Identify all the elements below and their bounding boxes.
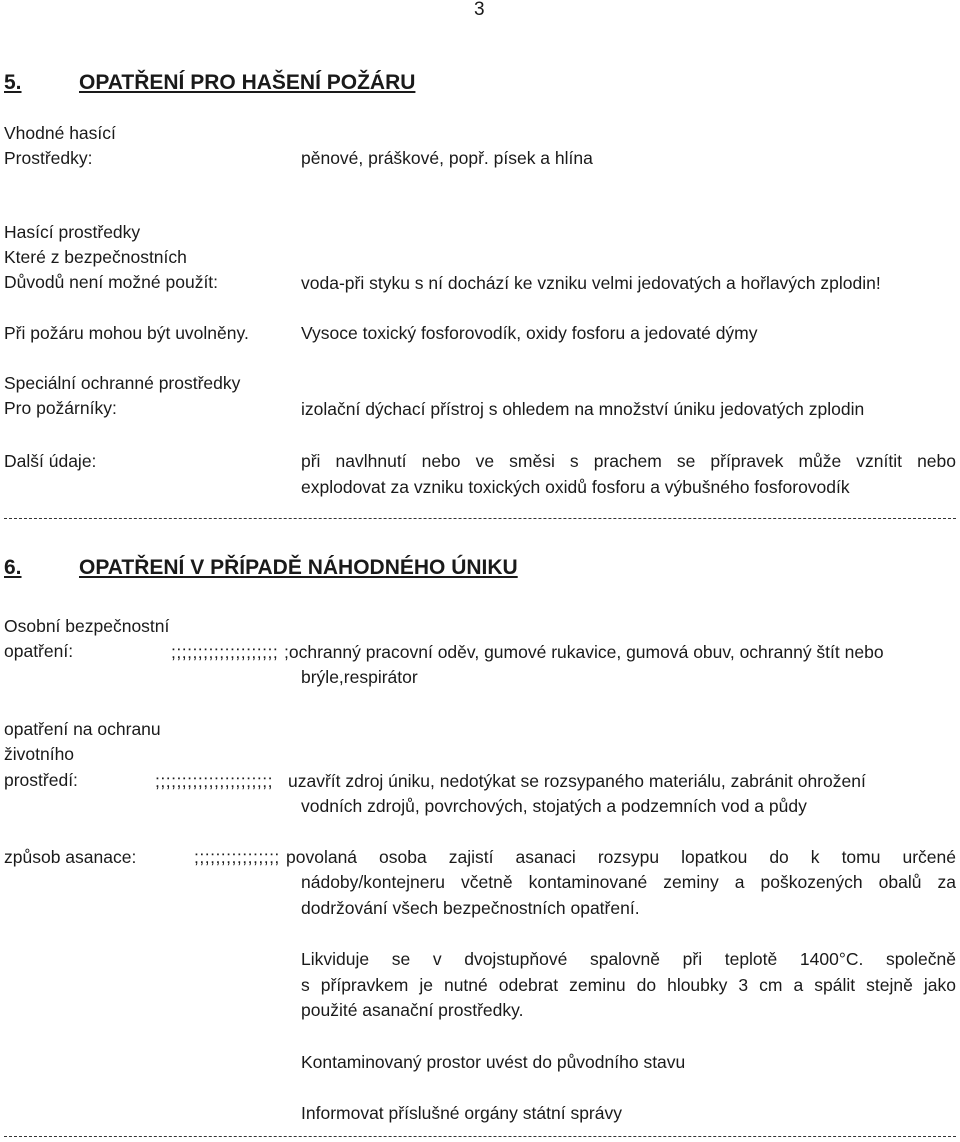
inform-authorities-instruction: Informovat příslušné orgány státní správy <box>301 1103 622 1123</box>
personal-precautions-value-line1: ;ochranný pracovní oděv, gumové rukavice, gumová obuv, ochranný štít nebo <box>284 642 884 662</box>
environmental-precautions-label-line1: opatření na ochranu <box>4 719 161 739</box>
section-5-number: 5. <box>4 71 22 94</box>
disposal-paragraph <box>301 947 956 1024</box>
section-5-title: OPATŘENÍ PRO HAŠENÍ POŽÁRU <box>79 71 416 94</box>
disposal-line-3: použité asanační prostředky. <box>301 1000 524 1020</box>
unsuitable-agents-label-line2: Které z bezpečnostních <box>4 247 187 267</box>
unsuitable-agents-value: voda-při styku s ní dochází ke vzniku velmi jedovatých a hořlavých zplodin! <box>301 273 881 293</box>
released-substances-value: Vysoce toxický fosforovodík, oxidy fosforu a jedovaté dýmy <box>301 323 758 343</box>
personal-precautions-separator: ;;;;;;;;;;;;;;;;;;;; <box>171 642 279 662</box>
personal-precautions-value-line2: brýle,respirátor <box>301 667 418 687</box>
cleanup-method-line-2: nádoby/kontejneru včetně kontaminované zeminy a poškozených obalů za <box>301 872 956 892</box>
section-divider <box>4 518 956 519</box>
other-info-label: Další údaje: <box>4 451 97 471</box>
section-6-number: 6. <box>4 556 22 579</box>
suitable-agents-value: pěnové, práškové, popř. písek a hlína <box>301 148 593 168</box>
cleanup-method-line-1: povolaná osoba zajistí asanaci rozsypu lopatkou do k tomu určené <box>286 847 956 867</box>
suitable-agents-label-line2: Prostředky: <box>4 148 93 168</box>
suitable-agents-label-line1: Vhodné hasící <box>4 123 116 143</box>
cleanup-method-value-rest <box>301 870 956 921</box>
personal-precautions-label-line1: Osobní bezpečnostní <box>4 616 170 636</box>
section-6-heading <box>4 556 518 580</box>
personal-precautions-label-line2: opatření: <box>4 641 74 661</box>
environmental-precautions-label-line3: prostředí: <box>4 770 78 790</box>
unsuitable-agents-label-line3: Důvodů není možné použít: <box>4 272 219 292</box>
disposal-line-1: Likviduje se v dvojstupňové spalovně při teplotě 1400°C. společně <box>301 949 956 969</box>
section-5-heading <box>4 71 415 95</box>
unsuitable-agents-label-line1: Hasící prostředky <box>4 222 141 242</box>
environmental-precautions-separator: ;;;;;;;;;;;;;;;;;;;;;; <box>155 771 273 791</box>
section-6-title: OPATŘENÍ V PŘÍPADĚ NÁHODNÉHO ÚNIKU <box>79 556 518 579</box>
page-number: 3 <box>474 0 485 20</box>
released-substances-label: Při požáru mohou být uvolněny. <box>4 323 249 343</box>
protective-equipment-label-line1: Speciální ochranné prostředky <box>4 373 241 393</box>
environmental-precautions-value-line2: vodních zdrojů, povrchových, stojatých a podzemních vod a půdy <box>301 796 807 816</box>
environmental-precautions-value-line1: uzavřít zdroj úniku, nedotýkat se rozsypaného materiálu, zabránit ohrožení <box>288 771 866 791</box>
protective-equipment-label-line2: Pro požárníky: <box>4 398 117 418</box>
protective-equipment-value: izolační dýchací přístroj s ohledem na množství úniku jedovatých zplodin <box>301 399 865 419</box>
restore-instruction: Kontaminovaný prostor uvést do původního stavu <box>301 1052 686 1072</box>
cleanup-method-value-first <box>286 845 956 871</box>
cleanup-method-label: způsob asanace: <box>4 847 137 867</box>
other-info-value <box>301 449 956 500</box>
cleanup-method-line-3: dodržování všech bezpečnostních opatření. <box>301 897 640 918</box>
disposal-line-2: s přípravkem je nutné odebrat zeminu do hloubky 3 cm a spálit stejně jako <box>301 974 956 995</box>
cleanup-method-separator: ;;;;;;;;;;;;;;;; <box>194 847 280 867</box>
bottom-divider <box>4 1136 956 1137</box>
environmental-precautions-label-line2: životního <box>4 744 75 764</box>
other-info-line-2: explodovat za vzniku toxických oxidů fosforu a výbušného fosforovodík <box>301 476 850 497</box>
other-info-line-1: při navlhnutí nebo ve směsi s prachem se přípravek může vznítit nebo <box>301 451 956 471</box>
